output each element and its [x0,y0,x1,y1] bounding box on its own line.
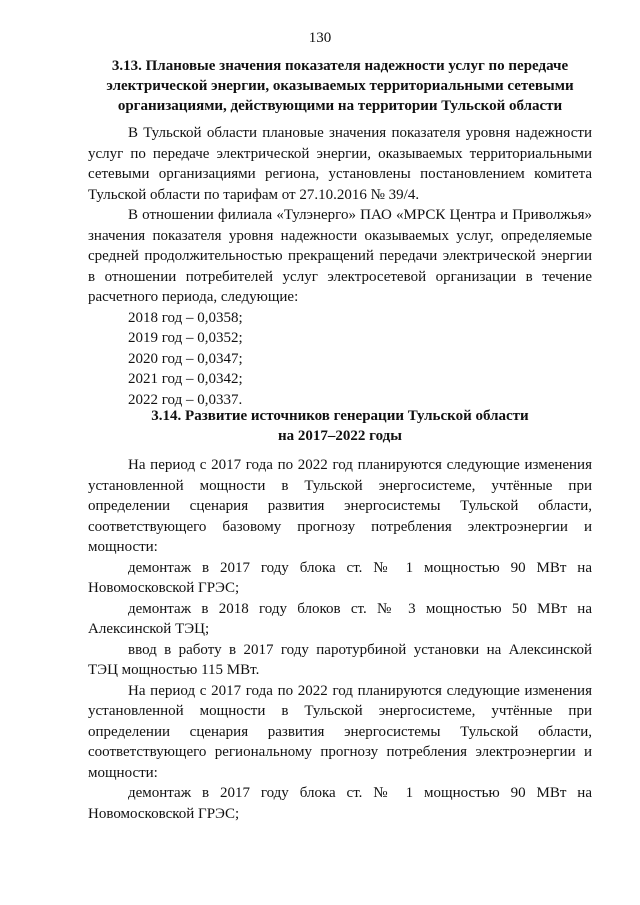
section-3-13-heading-line: организациями, действующими на территории Тульской области [117,98,563,114]
section-3-13-body [88,123,592,410]
list-item: ввод в работу в 2017 году паротурбиной установки на Алексинской ТЭЦ мощностью 115 МВт. [88,641,592,678]
page-number: 130 [308,30,332,46]
section-3-14-heading-line: 3.14. Развитие источников генерации Тульской области [151,408,529,424]
list-item: демонтаж в 2017 году блока ст. № 1 мощностью 90 МВт на Новомосковской ГРЭС; [88,785,592,822]
section-3-14-heading-line: на 2017–2022 годы [278,428,402,444]
list-item: демонтаж в 2017 году блока ст. № 1 мощностью 90 МВт на Новомосковской ГРЭС; [88,559,592,596]
section-3-14-heading [88,406,592,446]
paragraph: На период с 2017 года по 2022 год планируются следующие изменения установленной мощности в Тульской энергосистеме, учтённые при определении сценария развития энергосистемы Тульской области, соответствующего базовому прогнозу потребления электроэнергии и мощности: [88,457,592,555]
reliability-value-2019: 2019 год – 0,0352; [128,330,243,346]
section-3-13-heading-line: электрической энергии, оказываемых территориальными сетевыми [106,78,574,94]
reliability-value-2018: 2018 год – 0,0358; [128,309,243,326]
reliability-value-2021: 2021 год – 0,0342; [128,371,243,387]
paragraph: На период с 2017 года по 2022 год планируются следующие изменения установленной мощности в Тульской энергосистеме, учтённые при определении сценария развития энергосистемы Тульской области, соответствующего региональному прогнозу потребления электроэнергии и мощности: [88,682,592,781]
section-3-14-body [88,455,592,824]
section-3-13-heading-line: 3.13. Плановые значения показателя надежности услуг по передаче [111,58,569,74]
list-item: демонтаж в 2018 году блоков ст. № 3 мощностью 50 МВт на Алексинской ТЭЦ; [88,600,592,637]
paragraph: В Тульской области плановые значения показателя уровня надежности услуг по передаче электрической энергии, оказываемых территориальными сетевыми организациями региона, установлены постановлением комитета Тульской области по тарифам от 27.10.2016 № 39/4. [88,125,592,203]
section-3-13-heading [88,56,592,116]
reliability-value-2020: 2020 год – 0,0347; [128,350,243,367]
reliability-value-2022: 2022 год – 0,0337. [128,391,243,408]
paragraph: В отношении филиала «Тулэнерго» ПАО «МРСК Центра и Приволжья» значения показателя уровня надежности оказываемых услуг, определяемые средней продолжительностью прекращений передачи электрической энергии в отношении потребителей услуг электросетевой организации в течение расчетного периода, следующие: [88,207,592,305]
